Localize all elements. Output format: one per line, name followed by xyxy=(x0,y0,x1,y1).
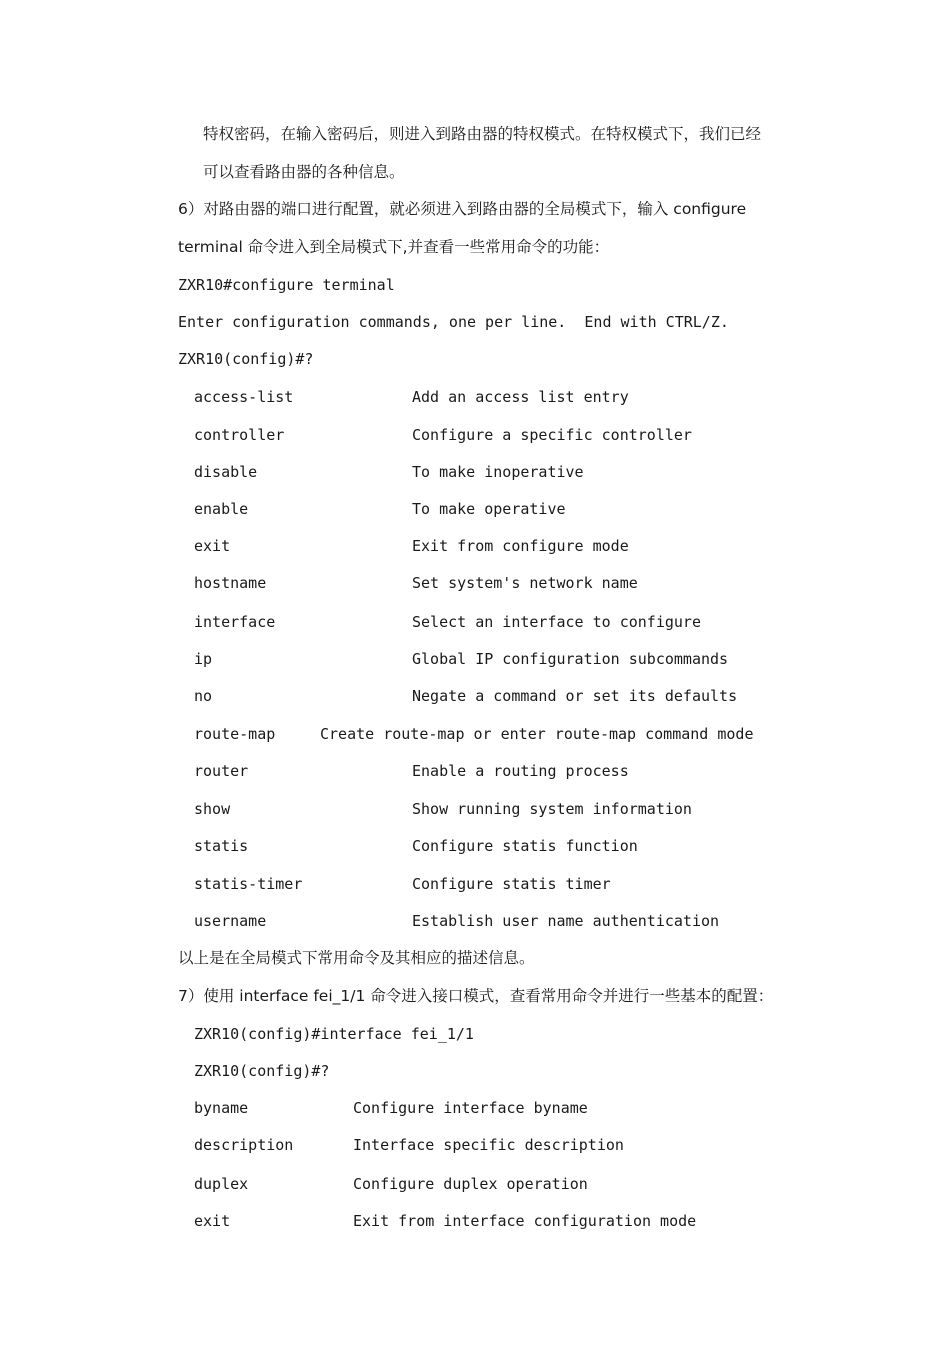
command-row xyxy=(0,385,952,409)
text: terminal 命令进入到全局模式下,并查看一些常用命令的功能： xyxy=(178,238,610,256)
console-line xyxy=(0,1059,952,1083)
step-6-line xyxy=(0,235,952,259)
command-row xyxy=(0,571,952,595)
command-name: statis-timer xyxy=(194,875,303,893)
command-description: Enable a routing process xyxy=(412,762,629,780)
command-name: interface xyxy=(194,613,276,631)
command-description: Create route-map or enter route-map command mode xyxy=(320,725,754,743)
command-description: Configure interface byname xyxy=(353,1099,588,1117)
console-line xyxy=(0,347,952,371)
command-name: access-list xyxy=(194,388,294,406)
command-name: enable xyxy=(194,500,249,518)
console-message: Enter configuration commands, one per line. End with CTRL/Z. xyxy=(178,313,729,331)
text: 7）使用 interface fei_1/1 命令进入接口模式，查看常用命令并进行一些基本的配置： xyxy=(178,987,774,1005)
command-row xyxy=(0,872,952,896)
command-name: disable xyxy=(194,463,258,481)
command-description: Configure statis timer xyxy=(412,875,611,893)
text: 以上是在全局模式下常用命令及其相应的描述信息。 xyxy=(178,949,535,967)
command-name: exit xyxy=(194,537,231,555)
command-name: show xyxy=(194,800,231,818)
command-description: Interface specific description xyxy=(353,1136,624,1154)
text: 可以查看路由器的各种信息。 xyxy=(203,163,405,181)
command-description: To make inoperative xyxy=(412,463,584,481)
command-row xyxy=(0,497,952,521)
paragraph-line xyxy=(0,122,952,146)
command-name: username xyxy=(194,912,267,930)
command-name: duplex xyxy=(194,1175,249,1193)
command-name: router xyxy=(194,762,249,780)
command-row xyxy=(0,1133,952,1157)
command-row xyxy=(0,610,952,634)
command-name: exit xyxy=(194,1212,231,1230)
command-row xyxy=(0,909,952,933)
console-prompt: ZXR10(config)#interface fei_1/1 xyxy=(194,1025,474,1043)
command-description: Configure statis function xyxy=(412,837,638,855)
command-name: hostname xyxy=(194,574,267,592)
step-7-line xyxy=(0,984,952,1008)
command-name: controller xyxy=(194,426,285,444)
command-description: To make operative xyxy=(412,500,566,518)
step-6-line xyxy=(0,197,952,221)
console-prompt: ZXR10#configure terminal xyxy=(178,276,395,294)
command-row xyxy=(0,797,952,821)
command-description: Set system's network name xyxy=(412,574,638,592)
command-name: byname xyxy=(194,1099,249,1117)
command-name: no xyxy=(194,687,213,705)
command-row xyxy=(0,647,952,671)
command-row xyxy=(0,684,952,708)
summary-line xyxy=(0,946,952,970)
command-description: Negate a command or set its defaults xyxy=(412,687,738,705)
paragraph-line xyxy=(0,160,952,184)
command-row xyxy=(0,423,952,447)
command-row xyxy=(0,722,952,746)
command-description: Add an access list entry xyxy=(412,388,629,406)
command-row xyxy=(0,834,952,858)
command-row xyxy=(0,460,952,484)
command-description: Exit from configure mode xyxy=(412,537,629,555)
command-description: Global IP configuration subcommands xyxy=(412,650,729,668)
console-line xyxy=(0,310,952,334)
command-name: description xyxy=(194,1136,294,1154)
command-description: Select an interface to configure xyxy=(412,613,701,631)
command-name: ip xyxy=(194,650,213,668)
console-prompt: ZXR10(config)#? xyxy=(194,1062,330,1080)
command-row xyxy=(0,534,952,558)
command-name: statis xyxy=(194,837,249,855)
command-row xyxy=(0,1172,952,1196)
command-description: Show running system information xyxy=(412,800,692,818)
command-name: route-map xyxy=(194,725,276,743)
command-row xyxy=(0,1096,952,1120)
command-description: Establish user name authentication xyxy=(412,912,720,930)
console-prompt: ZXR10(config)#? xyxy=(178,350,314,368)
console-line xyxy=(0,273,952,297)
command-row xyxy=(0,759,952,783)
command-description: Exit from interface configuration mode xyxy=(353,1212,697,1230)
console-line xyxy=(0,1022,952,1046)
text: 6）对路由器的端口进行配置，就必须进入到路由器的全局模式下，输入 configure xyxy=(178,200,747,218)
command-row xyxy=(0,1209,952,1233)
command-description: Configure duplex operation xyxy=(353,1175,588,1193)
command-description: Configure a specific controller xyxy=(412,426,692,444)
text: 特权密码，在输入密码后，则进入到路由器的特权模式。在特权模式下，我们已经 xyxy=(203,125,762,143)
